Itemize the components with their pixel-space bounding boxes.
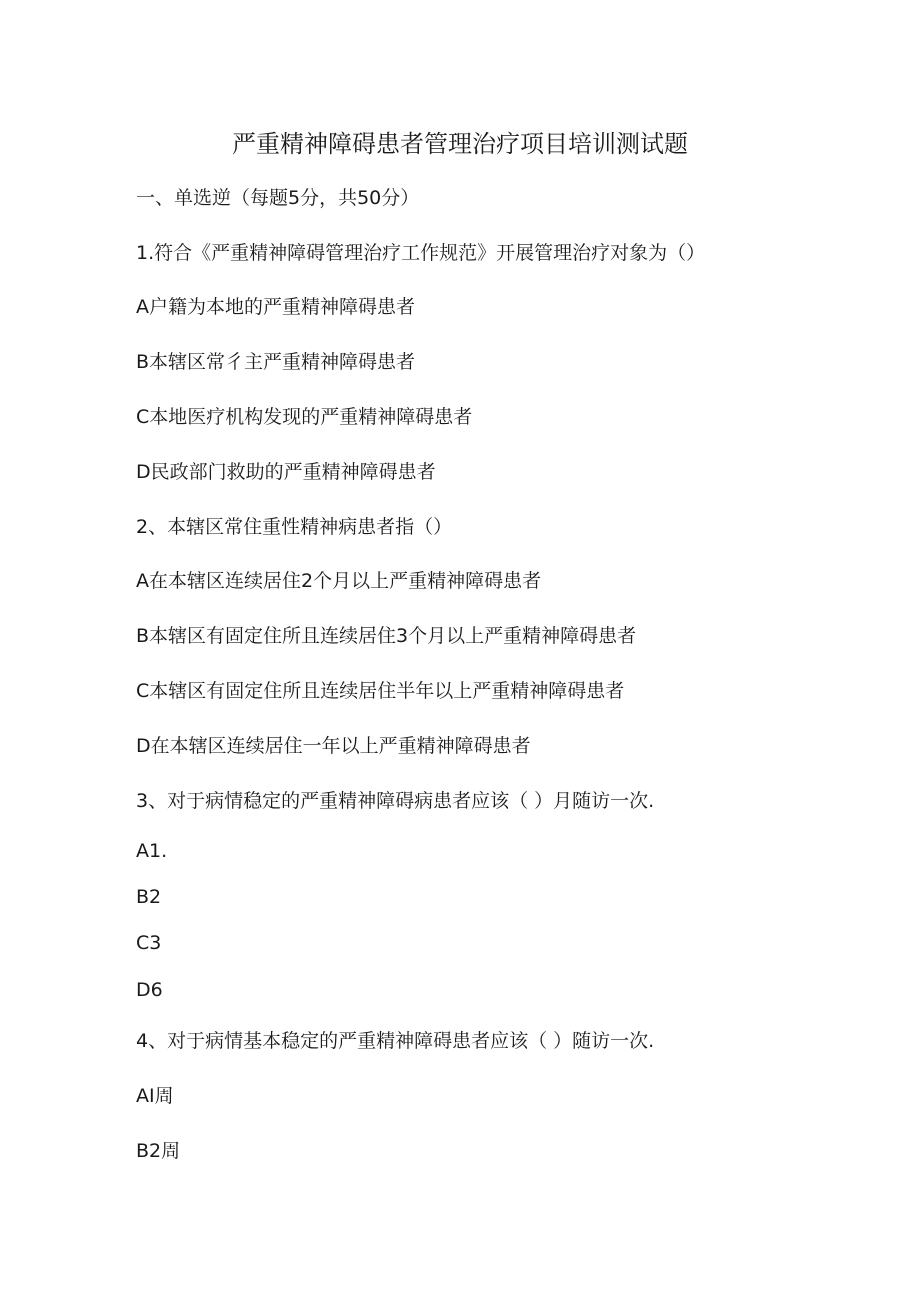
- question-4-option-a: AI周: [136, 1085, 174, 1107]
- question-3-option-b: B2: [136, 886, 162, 908]
- document-title: 严重精神障碍患者管理治疗项目培训测试题: [232, 130, 688, 158]
- section-heading: 一、单选逆（每题5分，共50分）: [136, 187, 420, 209]
- question-2-option-c: C本辖区有固定住所且连续居住半年以上严重精神障碍患者: [136, 680, 625, 702]
- question-1-stem: 1.符合《严重精神障碍管理治疗工作规范》开展管理治疗对象为（）: [136, 242, 706, 264]
- question-2-option-d: D在本辖区连续居住一年以上严重精神障碍患者: [136, 735, 531, 757]
- question-4-stem: 4、对于病情基本稳定的严重精神障碍患者应该（ ）随访一次.: [136, 1030, 655, 1052]
- question-2-stem: 2、本辖区常住重性精神病患者指（）: [136, 516, 453, 538]
- question-1-option-c: C本地医疗机构发现的严重精神障碍患者: [136, 406, 473, 428]
- question-2-option-a: A在本辖区连续居住2个月以上严重精神障碍患者: [136, 570, 542, 592]
- question-2-option-b: B本辖区有固定住所且连续居住3个月以上严重精神障碍患者: [136, 625, 637, 647]
- question-1-option-a: A户籍为本地的严重精神障碍患者: [136, 296, 415, 318]
- question-3-option-c: C3: [136, 932, 162, 954]
- question-3-option-a: A1.: [136, 840, 168, 862]
- question-3-stem: 3、对于病情稳定的严重精神障碍病患者应该（ ）月随访一次.: [136, 790, 655, 812]
- question-1-option-b: B本辖区常彳主严重精神障碍患者: [136, 351, 416, 373]
- question-4-option-b: B2周: [136, 1140, 181, 1162]
- question-3-option-d: D6: [136, 979, 163, 1001]
- question-1-option-d: D民政部门救助的严重精神障碍患者: [136, 461, 436, 483]
